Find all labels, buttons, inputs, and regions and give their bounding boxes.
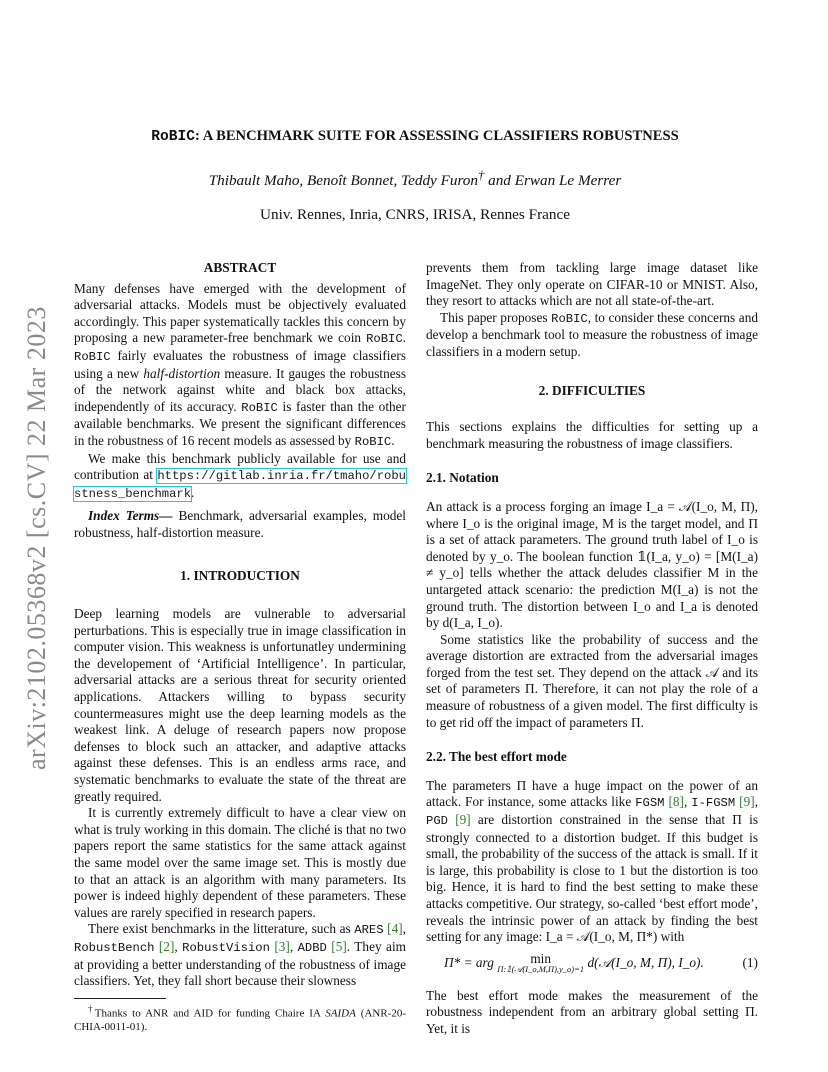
- right-column: [426, 260, 758, 1038]
- index-terms: Index Terms— Benchmark, adversarial examples, model robustness, half-distortion measure.: [74, 508, 406, 540]
- citation-2[interactable]: [2]: [158, 938, 175, 954]
- citation-8[interactable]: [8]: [668, 794, 684, 810]
- intro-heading: 1. INTRODUCTION: [180, 567, 300, 583]
- best-effort-paragraph-1: The parameters Π have a huge impact on the power of an attack. For instance, some attacks like FGSM [8], I-FGSM [9], PGD [9] are distortion constrained in the sense that Π is strongly connected to a distortion budget. If this budget is small, the probability of the success of the attack is small. If it is large, this probability is close to 1 but the distortion is too big. Hence, it is hard to find the best setting to make these attacks competitive. Our strategy, so-called ‘best effort mode’, reveals the intrinsic power of an attack by finding the best setting for any image: I_a = 𝒜(I_o, M, Π*) with: [426, 777, 759, 945]
- citation-5[interactable]: [5]: [331, 938, 347, 954]
- notation-paragraph-1: An attack is a process forging an image I_a = 𝒜(I_o, M, Π), where I_o is the original image, M is the target model, and Π is a set of attack parameters. The ground truth label of I_o is denoted by y_o. The boolean function 𝟙(I_a, y_o) = [M(I_a) ≠ y_o] tells whether the attack deludes classifier M in the untargeted attack scenario: the prediction M(I_a) is not the ground truth. The distortion between I_o and I_a is denoted by d(I_a, I_o).: [426, 498, 758, 631]
- right-intro-paragraph-2: This paper proposes RoBIC, to consider these concerns and develop a benchmark tool to measure the robustness of image classifiers in a modern setup.: [426, 309, 758, 359]
- notation-heading: 2.1. Notation: [426, 470, 499, 486]
- repo-link[interactable]: https://gitlab.inria.fr/tmaho/robustness_benchmark: [74, 469, 406, 501]
- abstract-paragraph-2: We make this benchmark publicly available for use and contribution at https://gitlab.inria.fr/tmaho/robustness_benchmark.: [74, 450, 406, 501]
- difficulties-paragraph: This sections explains the difficulties for setting up a benchmark measuring the robustness of image classifiers.: [426, 419, 758, 451]
- notation-paragraph-2: Some statistics like the probability of success and the average distortion are extracted from the adversarial images forged from the test set. They depend on the attack 𝒜 and its set of parameters Π. Therefore, it can not play the role of a measure of robustness of a given model. The first difficulty is to get rid off the impact of parameters Π.: [426, 631, 758, 730]
- affiliation: Univ. Rennes, Inria, CNRS, IRISA, Rennes France: [260, 206, 570, 223]
- intro-paragraph-2: It is currently extremely difficult to have a clear view on what is truly working in this domain. The cliché is that no two papers report the same statistics for the same attack against the same model over the same image set. This is mostly due to that an attack is an algorithm with many parameters. Its power is indeed highly dependent of these parameters. These values are rarely specified in research papers.: [74, 805, 406, 920]
- abstract-paragraph-1: Many defenses have emerged with the development of adversarial attacks. Models must be objectively evaluated accordingly. This paper systematically tackles this concern by proposing a new parameter-free benchmark we coin RoBIC. RoBIC fairly evaluates the robustness of image classifiers using a new half-distortion measure. It gauges the robustness of the network against white and black box attacks, independently of its accuracy. RoBIC is faster than the other available benchmarks. We present the significant differences in the robustness of 16 recent models as assessed by RoBIC.: [74, 280, 406, 449]
- authors-tail: and Erwan Le Merrer: [484, 172, 622, 190]
- citation-9a[interactable]: [9]: [739, 794, 755, 810]
- paper-title: [60, 128, 770, 145]
- arxiv-side-label: arXiv:2102.05368v2 [cs.CV] 22 Mar 2023: [22, 306, 51, 770]
- intro-paragraph-1: Deep learning models are vulnerable to adversarial perturbations. This is especially true in image classification in computer vision. This weakness is unfortunatley undermining the developement of ‘Artificial Intelligence’. In particular, adversarial attacks are a serious threat for security oriented applications. Attackers willing to bypass security countermeasures might use the deep learning models as the weakest link. A deluge of research papers now propose defenses to block such an attacker, and adaptive attacks against these defenses. This is an endless arms race, and systematic benchmarks to evaluate the state of the threat are greatly required.: [74, 606, 406, 804]
- citation-9b[interactable]: [9]: [455, 812, 471, 828]
- footnote: †Thanks to ANR and AID for funding Chaire IA SAIDA (ANR-20-CHIA-0011-01).: [74, 1003, 406, 1033]
- title-rest: : A BENCHMARK SUITE FOR ASSESSING CLASSIFIERS ROBUSTNESS: [195, 128, 679, 144]
- citation-4[interactable]: [4]: [387, 921, 403, 937]
- equation-1: Π* = arg min Π:𝟙(𝒜(I_o,M,Π),y_o)=1 d(𝒜(I_o, M, Π), I_o). (1): [444, 950, 758, 974]
- intro-paragraph-3: There exist benchmarks in the litterature, such as ARES [4], RobustBench [2], RobustVision [3], ADBD [5]. They aim at providing a better understanding of the robustness of image classifiers. Yet, they fall short because their slowness: [74, 921, 406, 989]
- abstract-heading: ABSTRACT: [203, 260, 277, 275]
- footnote-rule: [74, 998, 166, 999]
- left-column: [74, 260, 406, 1034]
- best-effort-heading: 2.2. The best effort mode: [426, 749, 567, 765]
- difficulties-heading: 2. DIFFICULTIES: [538, 382, 646, 398]
- equation-number: (1): [742, 955, 758, 971]
- right-intro-paragraph-1: prevents them from tackling large image dataset like ImageNet. They only operate on CIFAR-10 or MNIST. Also, they resort to attacks which are not all state-of-the-art.: [426, 260, 758, 309]
- authors-names: Thibault Maho, Benoît Bonnet, Teddy Furon: [208, 172, 478, 190]
- authors-dagger: †: [477, 168, 485, 182]
- citation-3[interactable]: [3]: [274, 938, 290, 954]
- best-effort-paragraph-2: The best effort mode makes the measurement of the robustness independent from an arbitrary global setting Π. Yet, it is: [426, 987, 758, 1036]
- title-robic: RoBIC: [151, 129, 195, 145]
- authors: [60, 168, 770, 190]
